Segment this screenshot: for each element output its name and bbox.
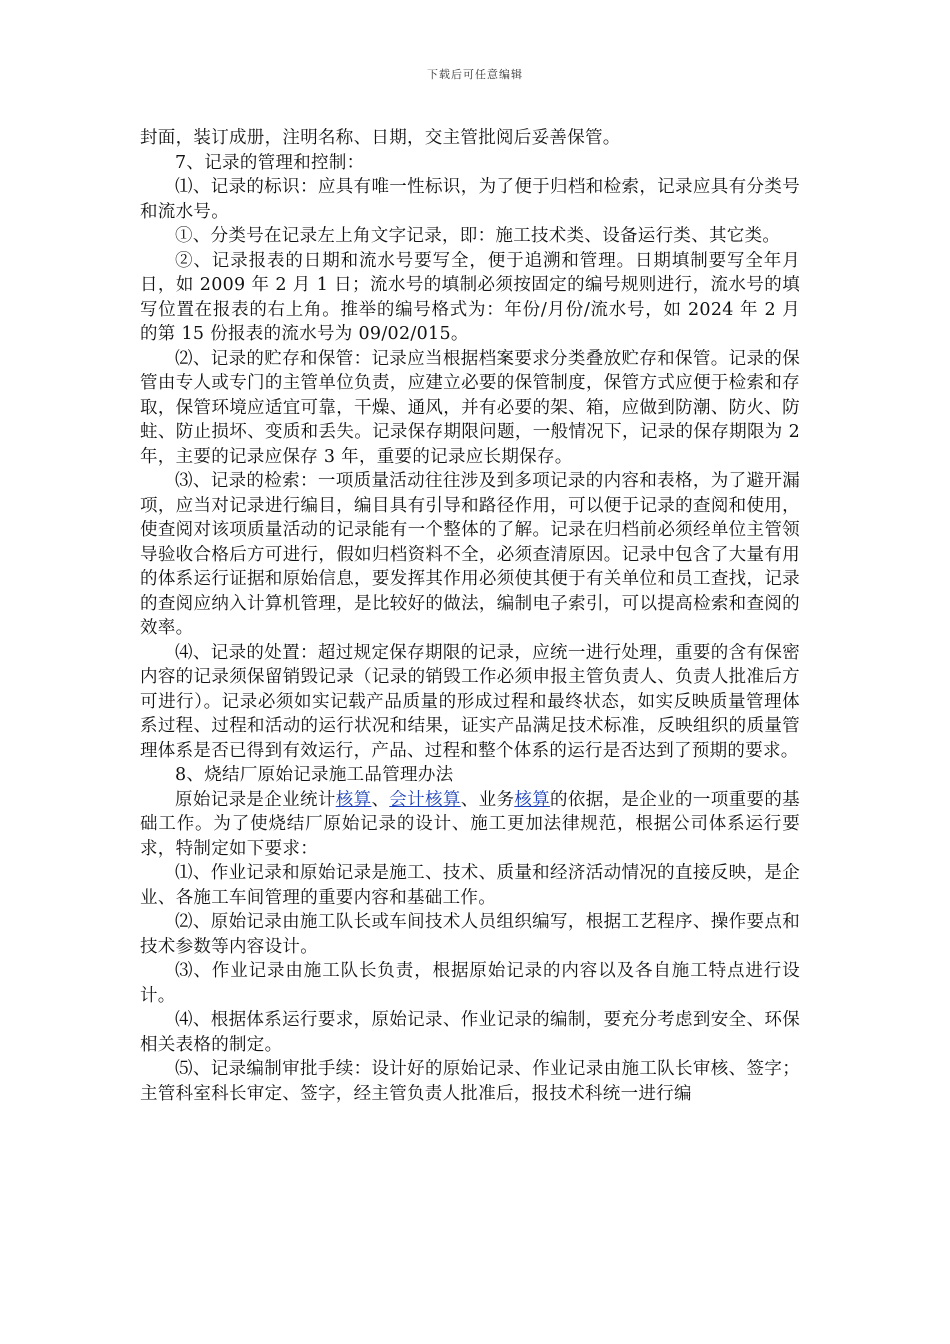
paragraph-with-links <box>140 788 800 862</box>
paragraph: ②、记录报表的日期和流水号要写全，便于追溯和管理。日期填制要写全年月日，如 2009 年 2 月 1 日；流水号的填制必须按固定的编号规则进行，流水号的填写位置在报表的右上角。推举的编号格式为：年份/月份/流水号，如 2024 年 2 月的第 15 份报表的流水号为 09/02/015。 <box>140 250 800 344</box>
link-business-accounting[interactable]: 核算 <box>514 789 551 810</box>
link-financial-accounting[interactable]: 会计核算 <box>389 789 461 810</box>
text-span: 、业务 <box>460 789 515 810</box>
page-header: 下载后可任意编辑 <box>427 68 523 81</box>
paragraph: ⑴、作业记录和原始记录是施工、技术、质量和经济活动情况的直接反映，是企业、各施工车间管理的重要内容和基础工作。 <box>140 863 800 908</box>
paragraph: 封面，装订成册，注明名称、日期，交主管批阅后妥善保管。 <box>140 128 621 148</box>
text-span: 原始记录是企业统计 <box>175 789 336 810</box>
paragraph: ⑶、记录的检索：一项质量活动往往涉及到多项记录的内容和表格，为了避开漏项，应当对记录进行编目，编目具有引导和路径作用，可以便于记录的查阅和使用，使查阅对该项质量活动的记录能有一个整体的了解。记录在归档前必须经单位主管领导验收合格后方可进行，假如归档资料不全，必须查清原因。记录中包含了大量有用的体系运行证据和原始信息，要发挥其作用必须使其便于有关单位和员工查找，记录的查阅应纳入计算机管理，是比较好的做法，编制电子索引，可以提高检索和查阅的效率。 <box>140 471 800 638</box>
paragraph: ⑷、记录的处置：超过规定保存期限的记录，应统一进行处理，重要的含有保密内容的记录须保留销毁记录（记录的销毁工作必须申报主管负责人、负责人批准后方可进行）。记录必须如实记载产品质量的形成过程和最终状态，如实反映质量管理体系过程、过程和活动的运行状况和结果，证实产品满足技术标准，反映组织的质量管理体系是否已得到有效运行，产品、过程和整个体系的运行是否达到了预期的要求。 <box>140 642 800 761</box>
paragraph: ⑷、根据体系运行要求，原始记录、作业记录的编制，要充分考虑到安全、环保相关表格的制定。 <box>140 1010 800 1055</box>
text-span: 的依据，是企业的一项重要的基础工作。为了使烧结厂原始记录的设计、施工更加法律规范，根据公司体系运行要求，特制定如下要求： <box>140 789 800 859</box>
paragraph: ⑴、记录的标识：应具有唯一性标识，为了便于归档和检索，记录应具有分类号和流水号。 <box>140 177 800 222</box>
paragraph: ⑵、记录的贮存和保管：记录应当根据档案要求分类叠放贮存和保管。记录的保管由专人或专门的主管单位负责，应建立必要的保管制度，保管方式应便于检索和存取，保管环境应适宜可靠，干燥、通风，并有必要的架、箱，应做到防潮、防火、防蛀、防止损坏、变质和丢失。记录保存期限问题，一般情况下，记录的保存期限为 2 年，主要的记录应保存 3 年，重要的记录应长期保存。 <box>140 348 800 467</box>
paragraph: ⑶、作业记录由施工队长负责，根据原始记录的内容以及各自施工特点进行设计。 <box>140 961 800 1006</box>
text-span: 、 <box>371 789 390 810</box>
section-heading: 8、烧结厂原始记录施工品管理办法 <box>175 765 454 785</box>
section-heading: 7、记录的管理和控制： <box>175 152 365 173</box>
document-body <box>140 126 800 1106</box>
link-accounting[interactable]: 核算 <box>335 789 372 810</box>
paragraph: ⑵、原始记录由施工队长或车间技术人员组织编写，根据工艺程序、操作要点和技术参数等内容设计。 <box>140 912 800 957</box>
paragraph: ①、分类号在记录左上角文字记录，即：施工技术类、设备运行类、其它类。 <box>175 226 781 246</box>
paragraph: ⑸、记录编制审批手续：设计好的原始记录、作业记录由施工队长审核、签字；主管科室科长审定、签字，经主管负责人批准后，报技术科统一进行编 <box>140 1059 800 1104</box>
